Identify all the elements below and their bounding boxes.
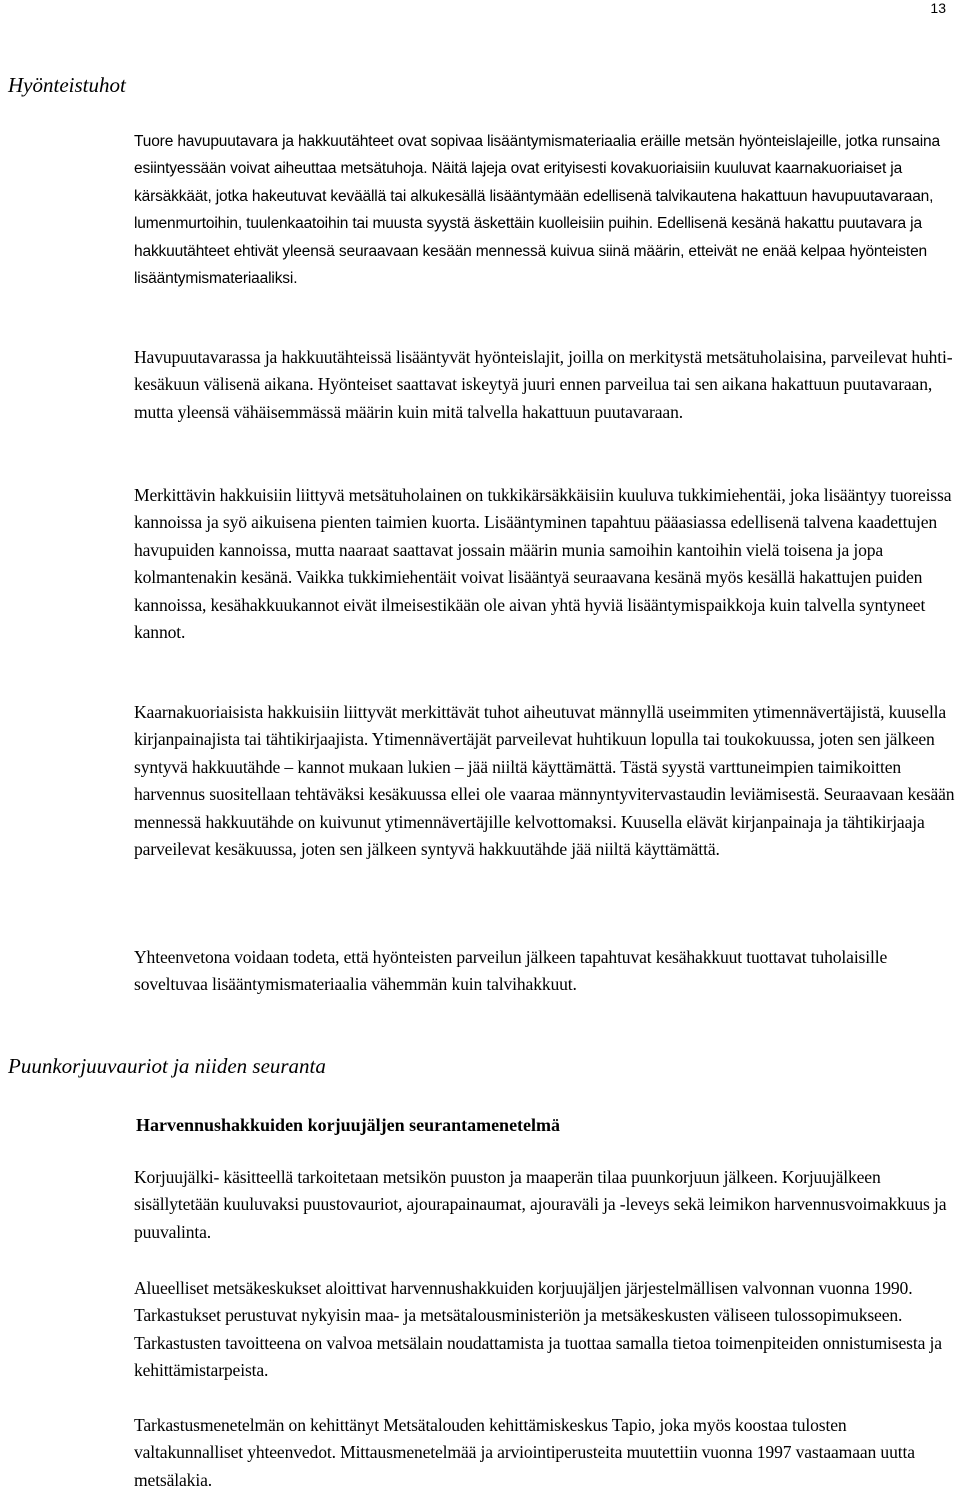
paragraph-bark-beetles: Kaarnakuoriaisista hakkuisiin liittyvät merkittävät tuhot aiheutuvat männyllä useimmiten ytimennävertäjistä, kuusella kirjanpainajista tai tähtikirjaajista. Ytimennävertäjät parveilevat huhtikuun lopulla tai toukokuussa, joten sen jälkeen syntyvä hakkuutähde – kannot mukaan lukien – jää niiltä käyttämättä. Tästä syystä varttuneimpien taimikoitten harvennus suositellaan tehtäväksi kesäkuussa ellei ole vaaraa männyntyvitervastaudin leviämisestä. Seuraavaan kesään mennessä hakkuutähde on kuivunut ytimennävertäjille kelvottomaksi. Kuusella elävät kirjanpainaja ja tähtikirjaaja parveilevat kesäkuussa, joten sen jälkeen syntyvä hakkuutähde jää niiltä käyttämättä.	[134, 702, 955, 860]
paragraph-harvesting-trace-definition: Korjuujälki- käsitteellä tarkoitetaan metsikön puuston ja maaperän tilaa puunkorjuun jälkeen. Korjuujälkeen sisällytetään kuuluvaksi puustovauriot, ajourapainaumat, ajouraväli ja -leveys sekä leimikon harvennusvoimakkuus ja puuvalinta.	[134, 1167, 947, 1242]
paragraph-insect-damage-intro: Tuore havupuutavara ja hakkuutähteet ovat sopivaa lisääntymismateriaalia eräille metsän hyönteislajeille, jotka runsaina esiintyessään voivat aiheuttaa metsätuhoja. Näitä lajeja ovat erityisesti kovakuoriaisiin kuuluvat kaarnakuoriaiset ja kärsäkkäät, jotka hakeutuvat keväällä tai alkukesällä lisääntymään edellisenä talvikautena hakattuun havupuutavaraan, lumenmurtoihin, tuulenkaatoihin tai muusta syystä äskettäin kuolleisiin puihin. Edellisenä kesänä hakattu puutavara ja hakkuutähteet ehtivät yleensä seuraavaan kesään mennessä kuivua siinä määrin, etteivät ne enää kelpaa hyönteisten lisääntymismateriaaliksi.	[134, 133, 940, 288]
paragraph-swarming-period: Havupuutavarassa ja hakkuutähteissä lisääntyvät hyönteislajit, joilla on merkitystä metsätuholaisina, parveilevat huhti-kesäkuun välisenä aikana. Hyönteiset saattavat iskeytyä juuri ennen parveilua tai sen aikana hakattuun puutavaraan, mutta yleensä vähäisemmässä määrin kuin mitä talvella hakattuun puutavaraan.	[134, 347, 953, 422]
section-heading-harvesting-damage: Puunkorjuuvauriot ja niiden seuranta	[8, 1054, 326, 1078]
paragraph-forest-centre-inspections: Alueelliset metsäkeskukset aloittivat harvennushakkuiden korjuujäljen järjestelmällisen valvonnan vuonna 1990. Tarkastukset perustuvat nykyisin maa- ja metsätalousministeriön ja metsäkeskusten väliseen tulossopimukseen. Tarkastusten tavoitteena on valvoa metsälain noudattamista ja tuottaa samalla tietoa toimenpiteiden onnistumisesta ja kehittämistarpeista.	[134, 1278, 942, 1381]
subheading-monitoring-method: Harvennushakkuiden korjuujäljen seurantamenetelmä	[136, 1115, 561, 1135]
page-number: 13	[930, 0, 946, 16]
paragraph-pine-weevil: Merkittävin hakkuisiin liittyvä metsätuholainen on tukkikärsäkkäisiin kuuluva tukkimiehentäi, joka lisääntyy tuoreissa kannoissa ja syö aikuisena pienten taimien kuorta. Lisääntyminen tapahtuu pääasiassa edellisenä talvena kaadettujen havupuiden kannoissa, mutta naaraat saattavat jossain määrin munia samoihin kantoihin vielä toisena ja jopa kolmantenakin kesänä. Vaikka tukkimiehentäit voivat lisääntyä seuraavana kesänä myös kesällä hakattujen puiden kannoissa, kesähakkuukannot eivät ilmeisestikään ole aivan yhtä hyviä lisääntymispaikkoja kuin talvella syntyneet kannot.	[134, 485, 952, 643]
paragraph-summary: Yhteenvetona voidaan todeta, että hyönteisten parveilun jälkeen tapahtuvat kesähakkuut tuottavat tuholaisille soveltuvaa lisääntymismateriaalia vähemmän kuin talvihakkuut.	[134, 947, 888, 995]
section-heading-insect-damage: Hyönteistuhot	[8, 73, 126, 97]
paragraph-tapio-method: Tarkastusmenetelmän on kehittänyt Metsätalouden kehittämiskeskus Tapio, joka myös koostaa tulosten valtakunnalliset yhteenvedot. Mittausmenetelmää ja arviointiperusteita muutettiin vuonna 1997 vastaamaan uutta metsälakia.	[134, 1415, 915, 1490]
